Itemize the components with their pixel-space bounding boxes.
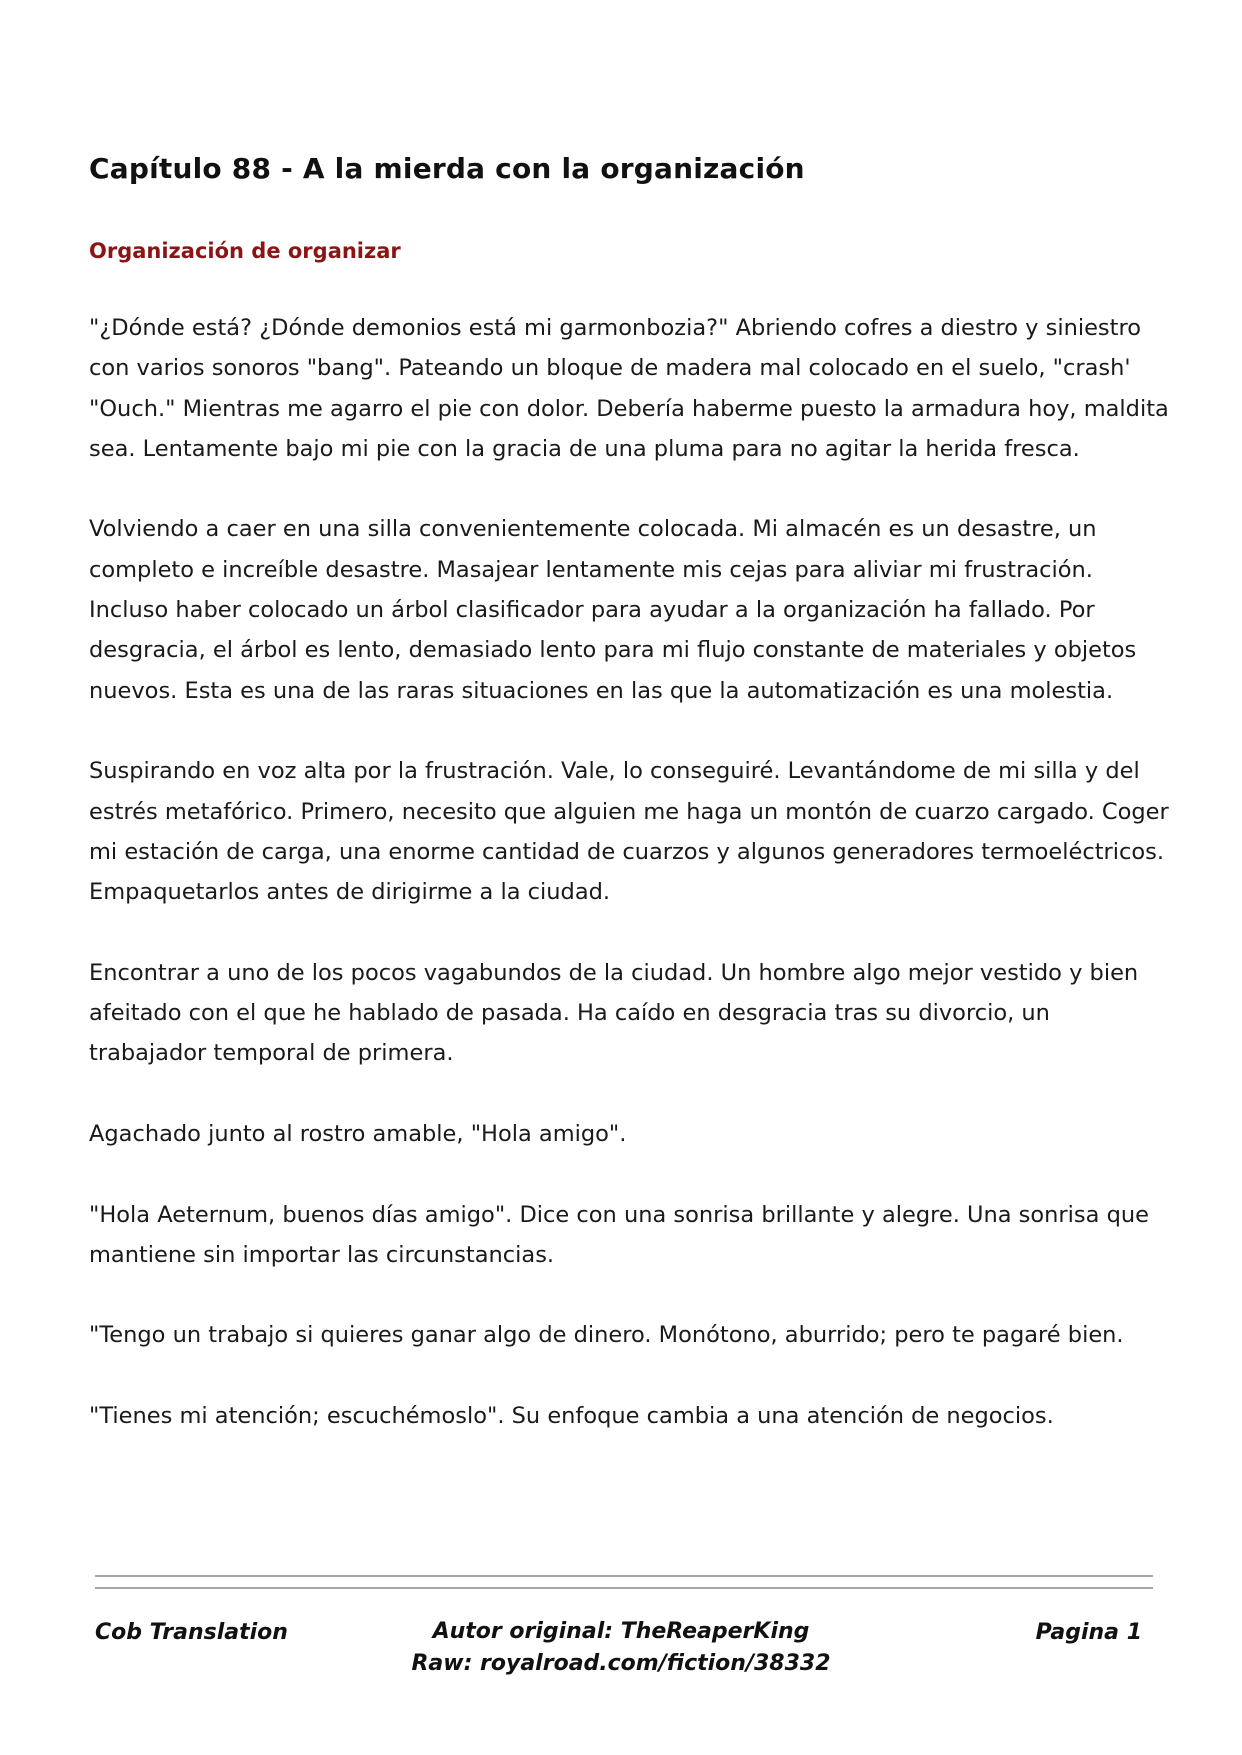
section-subtitle: Organización de organizar — [89, 239, 401, 263]
footer-translator: Cob Translation — [95, 1620, 288, 1645]
chapter-title: Capítulo 88 - A la mierda con la organización — [89, 152, 805, 185]
footer-divider — [95, 1587, 1153, 1589]
footer-raw-source: Raw: royalroad.com/fiction/38332 — [411, 1651, 831, 1676]
footer-divider — [95, 1575, 1153, 1577]
paragraph: Agachado junto al rostro amable, "Hola amigo". — [89, 1120, 627, 1147]
paragraph: Volviendo a caer en una silla convenientemente colocada. Mi almacén es un desastre, un completo e increíble desastre. Masajear lentamente mis cejas para aliviar mi frustración. Incluso haber colocado un árbol clasificador para ayudar a la organización ha fallado. Por desgracia, el árbol es lento, demasiado lento para mi flujo constante de materiales y objetos nuevos. Esta es una de las raras situaciones en las que la automatización es una molestia. — [89, 516, 1137, 704]
body-text — [89, 308, 1174, 1477]
paragraph: "Tengo un trabajo si quieres ganar algo de dinero. Monótono, aburrido; pero te pagaré bien. — [89, 1322, 1124, 1349]
paragraph: "Tienes mi atención; escuchémoslo". Su enfoque cambia a una atención de negocios. — [89, 1403, 1054, 1430]
paragraph: "¿Dónde está? ¿Dónde demonios está mi garmonbozia?" Abriendo cofres a diestro y siniestro con varios sonoros "bang". Pateando un bloque de madera mal colocado en el suelo, "crash' "Ouch." Mientras me agarro el pie con dolor. Debería haberme puesto la armadura hoy, maldita sea. Lentamente bajo mi pie con la gracia de una pluma para no agitar la herida fresca. — [89, 315, 1169, 462]
paragraph: "Hola Aeternum, buenos días amigo". Dice con una sonrisa brillante y alegre. Una sonrisa que mantiene sin importar las circunstancias. — [89, 1201, 1149, 1268]
paragraph: Encontrar a uno de los pocos vagabundos de la ciudad. Un hombre algo mejor vestido y bien afeitado con el que he hablado de pasada. Ha caído en desgracia tras su divorcio, un trabajador temporal de primera. — [89, 959, 1139, 1067]
footer-page-number: Pagina 1 — [1035, 1620, 1142, 1645]
footer-original-author: Autor original: TheReaperKing — [432, 1619, 810, 1644]
paragraph: Suspirando en voz alta por la frustración. Vale, lo conseguiré. Levantándome de mi silla y del estrés metafórico. Primero, necesito que alguien me haga un montón de cuarzo cargado. Coger mi estación de carga, una enorme cantidad de cuarzos y algunos generadores termoeléctricos. Empaquetarlos antes de dirigirme a la ciudad. — [89, 758, 1169, 906]
